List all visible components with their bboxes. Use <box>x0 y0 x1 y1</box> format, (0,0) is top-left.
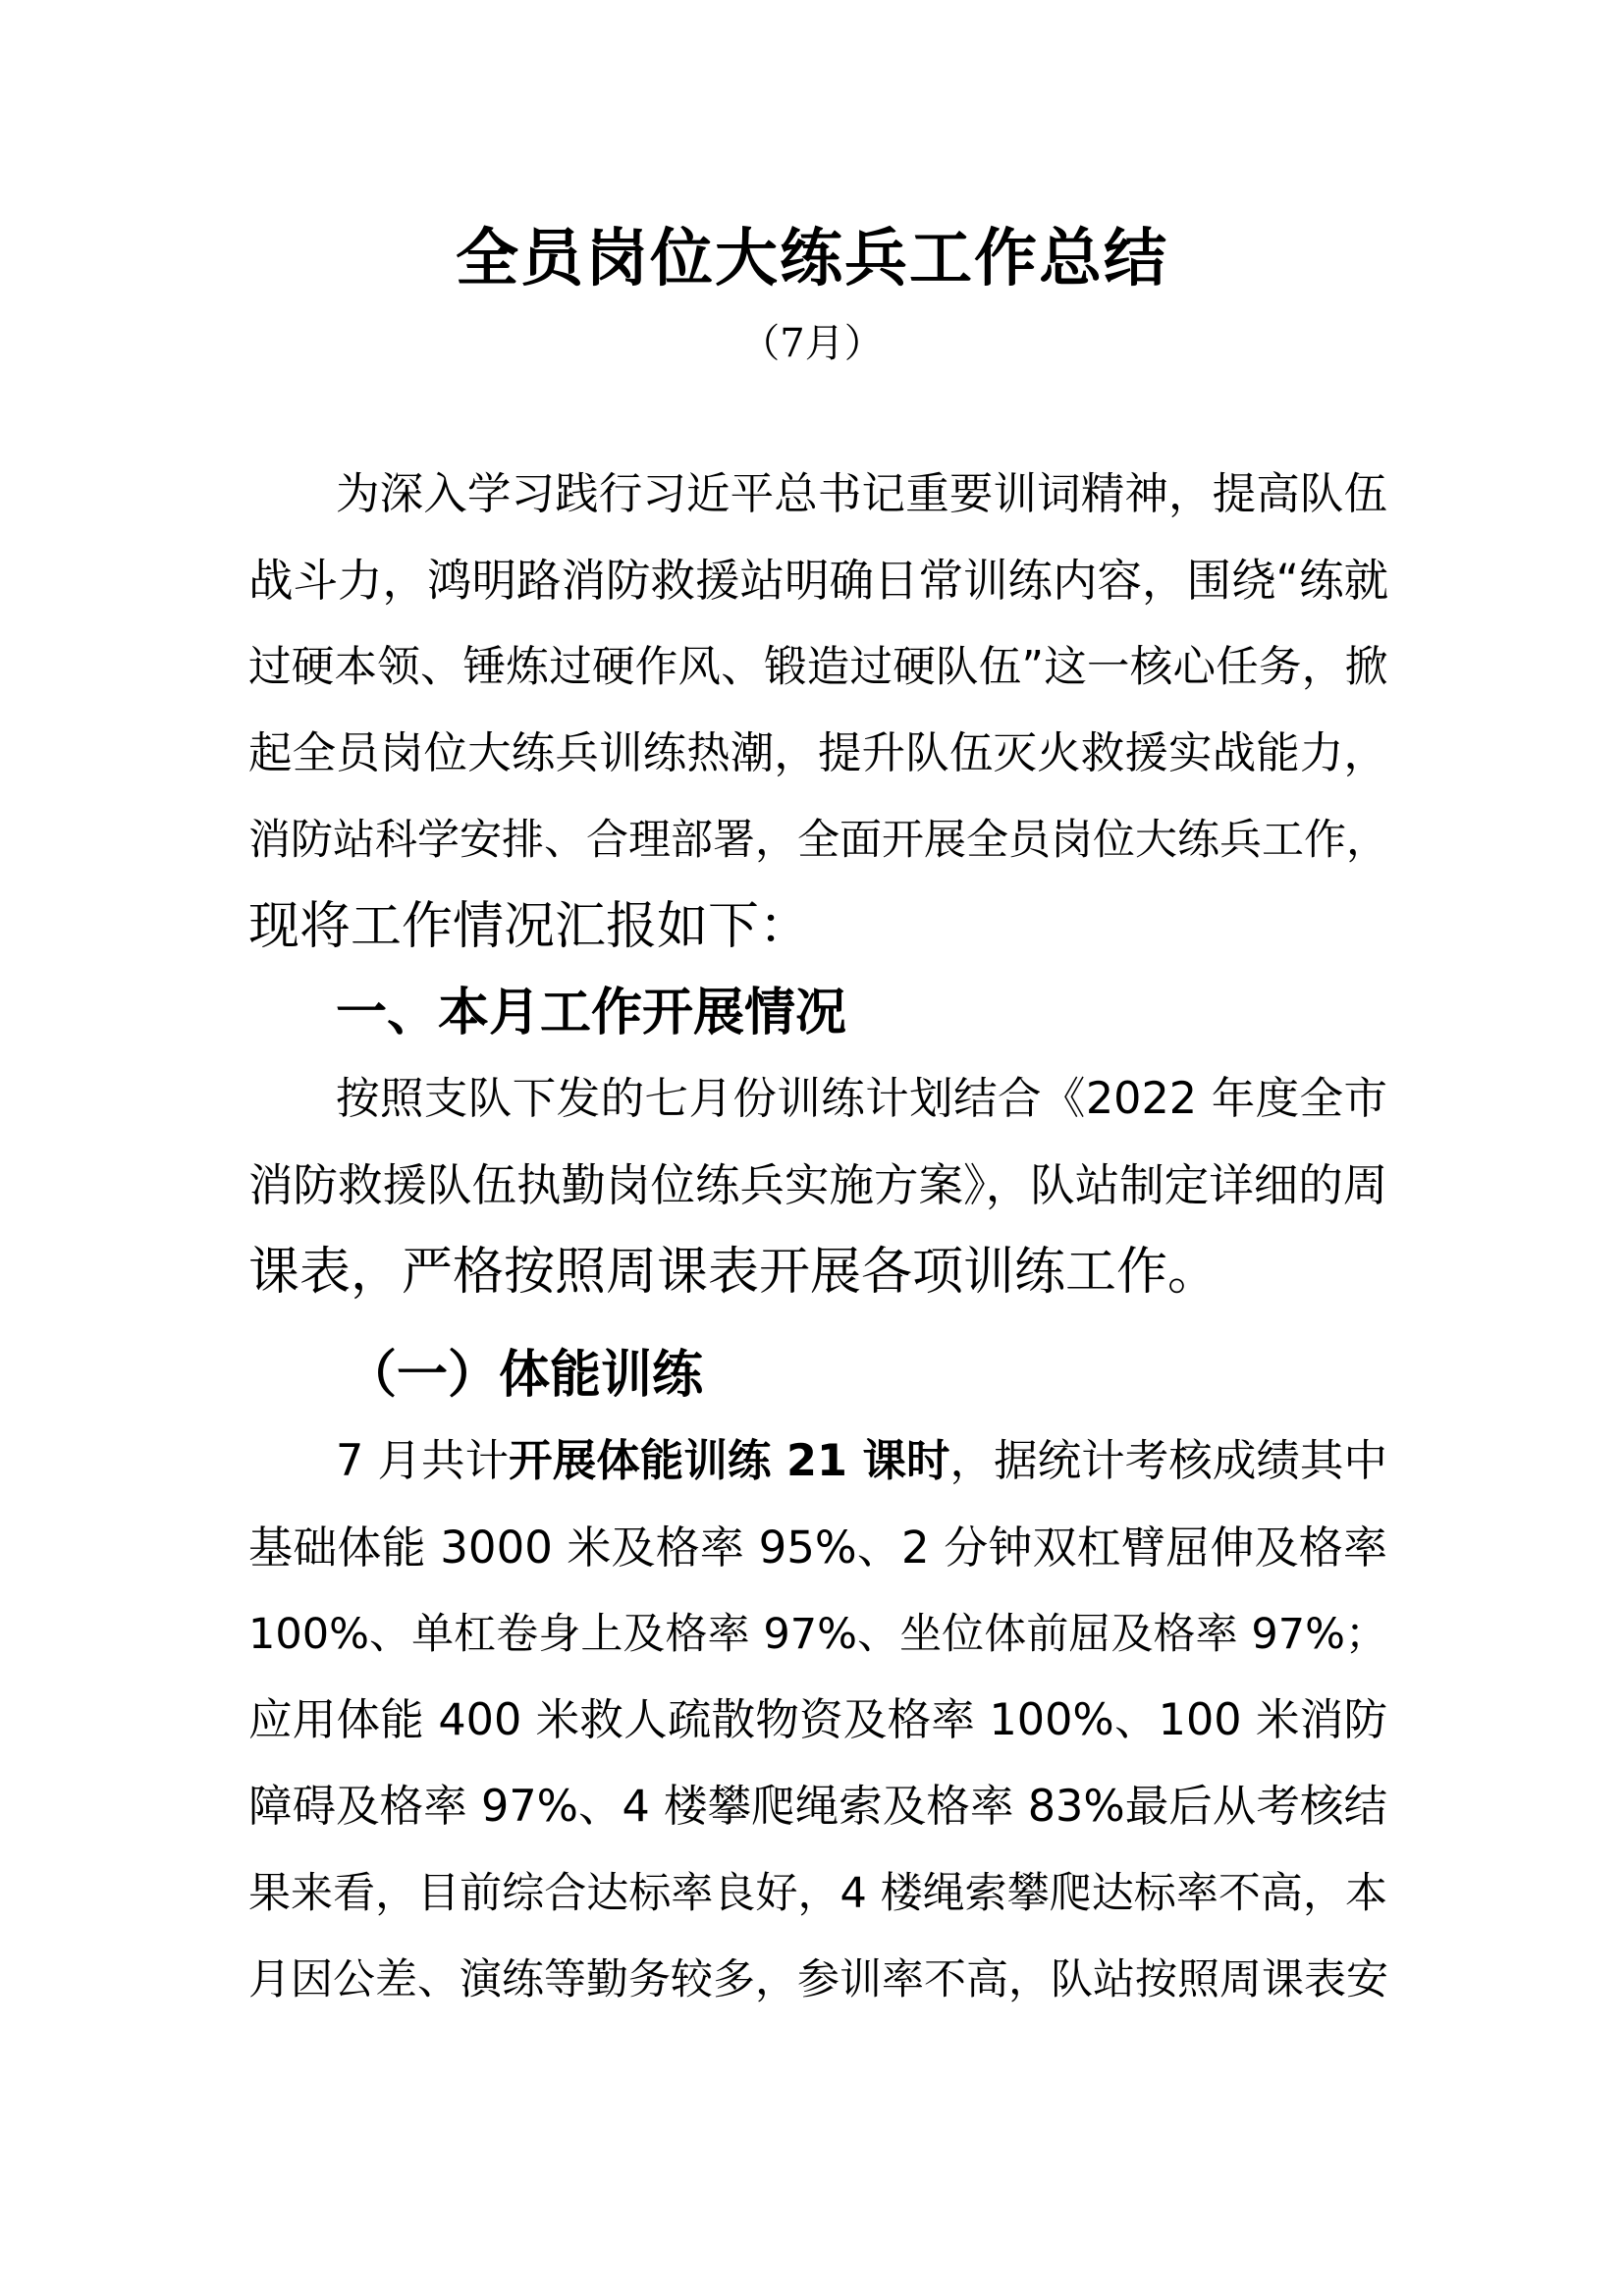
subsection-line: 基础体能 3000 米及格率 95%、2 分钟双杠臂屈伸及格率 <box>248 1522 1387 1574</box>
document-subtitle: （7月） <box>740 321 884 366</box>
intro-line: 起全员岗位大练兵训练热潮，提升队伍灭火救援实战能力， <box>248 728 1387 778</box>
intro-line: 现将工作情况汇报如下： <box>248 897 811 956</box>
intro-line: 战斗力，鸿明路消防救援站明确日常训练内容，围绕“练就 <box>248 555 1389 607</box>
section-line: 消防救援队伍执勤岗位练兵实施方案》，队站制定详细的周 <box>248 1159 1388 1211</box>
subsection-line: 果来看，目前综合达标率良好，4 楼绳索攀爬达标率不高，本 <box>248 1869 1387 1918</box>
document-title: 全员岗位大练兵工作总结 <box>456 222 1168 295</box>
subsection-line: 100%、单杠卷身上及格率 97%、坐位体前屈及格率 97%； <box>248 1610 1387 1659</box>
section-heading: 一、本月工作开展情况 <box>336 984 847 1042</box>
intro-line: 为深入学习践行习近平总书记重要训词精神，提高队伍 <box>336 469 1387 519</box>
subsection-line <box>336 1418 1387 1505</box>
intro-line: 消防站科学安排、合理部署，全面开展全员岗位大练兵工作， <box>248 816 1388 865</box>
section-line: 按照支队下发的七月份训练计划结合《2022 年度全市 <box>336 1074 1387 1124</box>
intro-line: 过硬本领、锤炼过硬作风、锻造过硬队伍”这一核心任务，掀 <box>248 643 1387 692</box>
section-line: 课表，严格按照周课表开展各项训练工作。 <box>248 1243 1219 1302</box>
text-run: 7 月共计 <box>336 1436 510 1486</box>
subsection-line: 应用体能 400 米救人疏散物资及格率 100%、100 米消防 <box>248 1695 1387 1745</box>
bold-text-run: 开展体能训练 21 课时 <box>509 1436 950 1486</box>
subsection-line: 障碍及格率 97%、4 楼攀爬绳索及格率 83%最后从考核结 <box>248 1782 1387 1832</box>
text-run: ，据统计考核成绩其中 <box>949 1436 1387 1486</box>
subsection-line: 月因公差、演练等勤务较多，参训率不高，队站按照周课表安 <box>248 1955 1388 2004</box>
subsection-heading: （一）体能训练 <box>346 1346 704 1405</box>
